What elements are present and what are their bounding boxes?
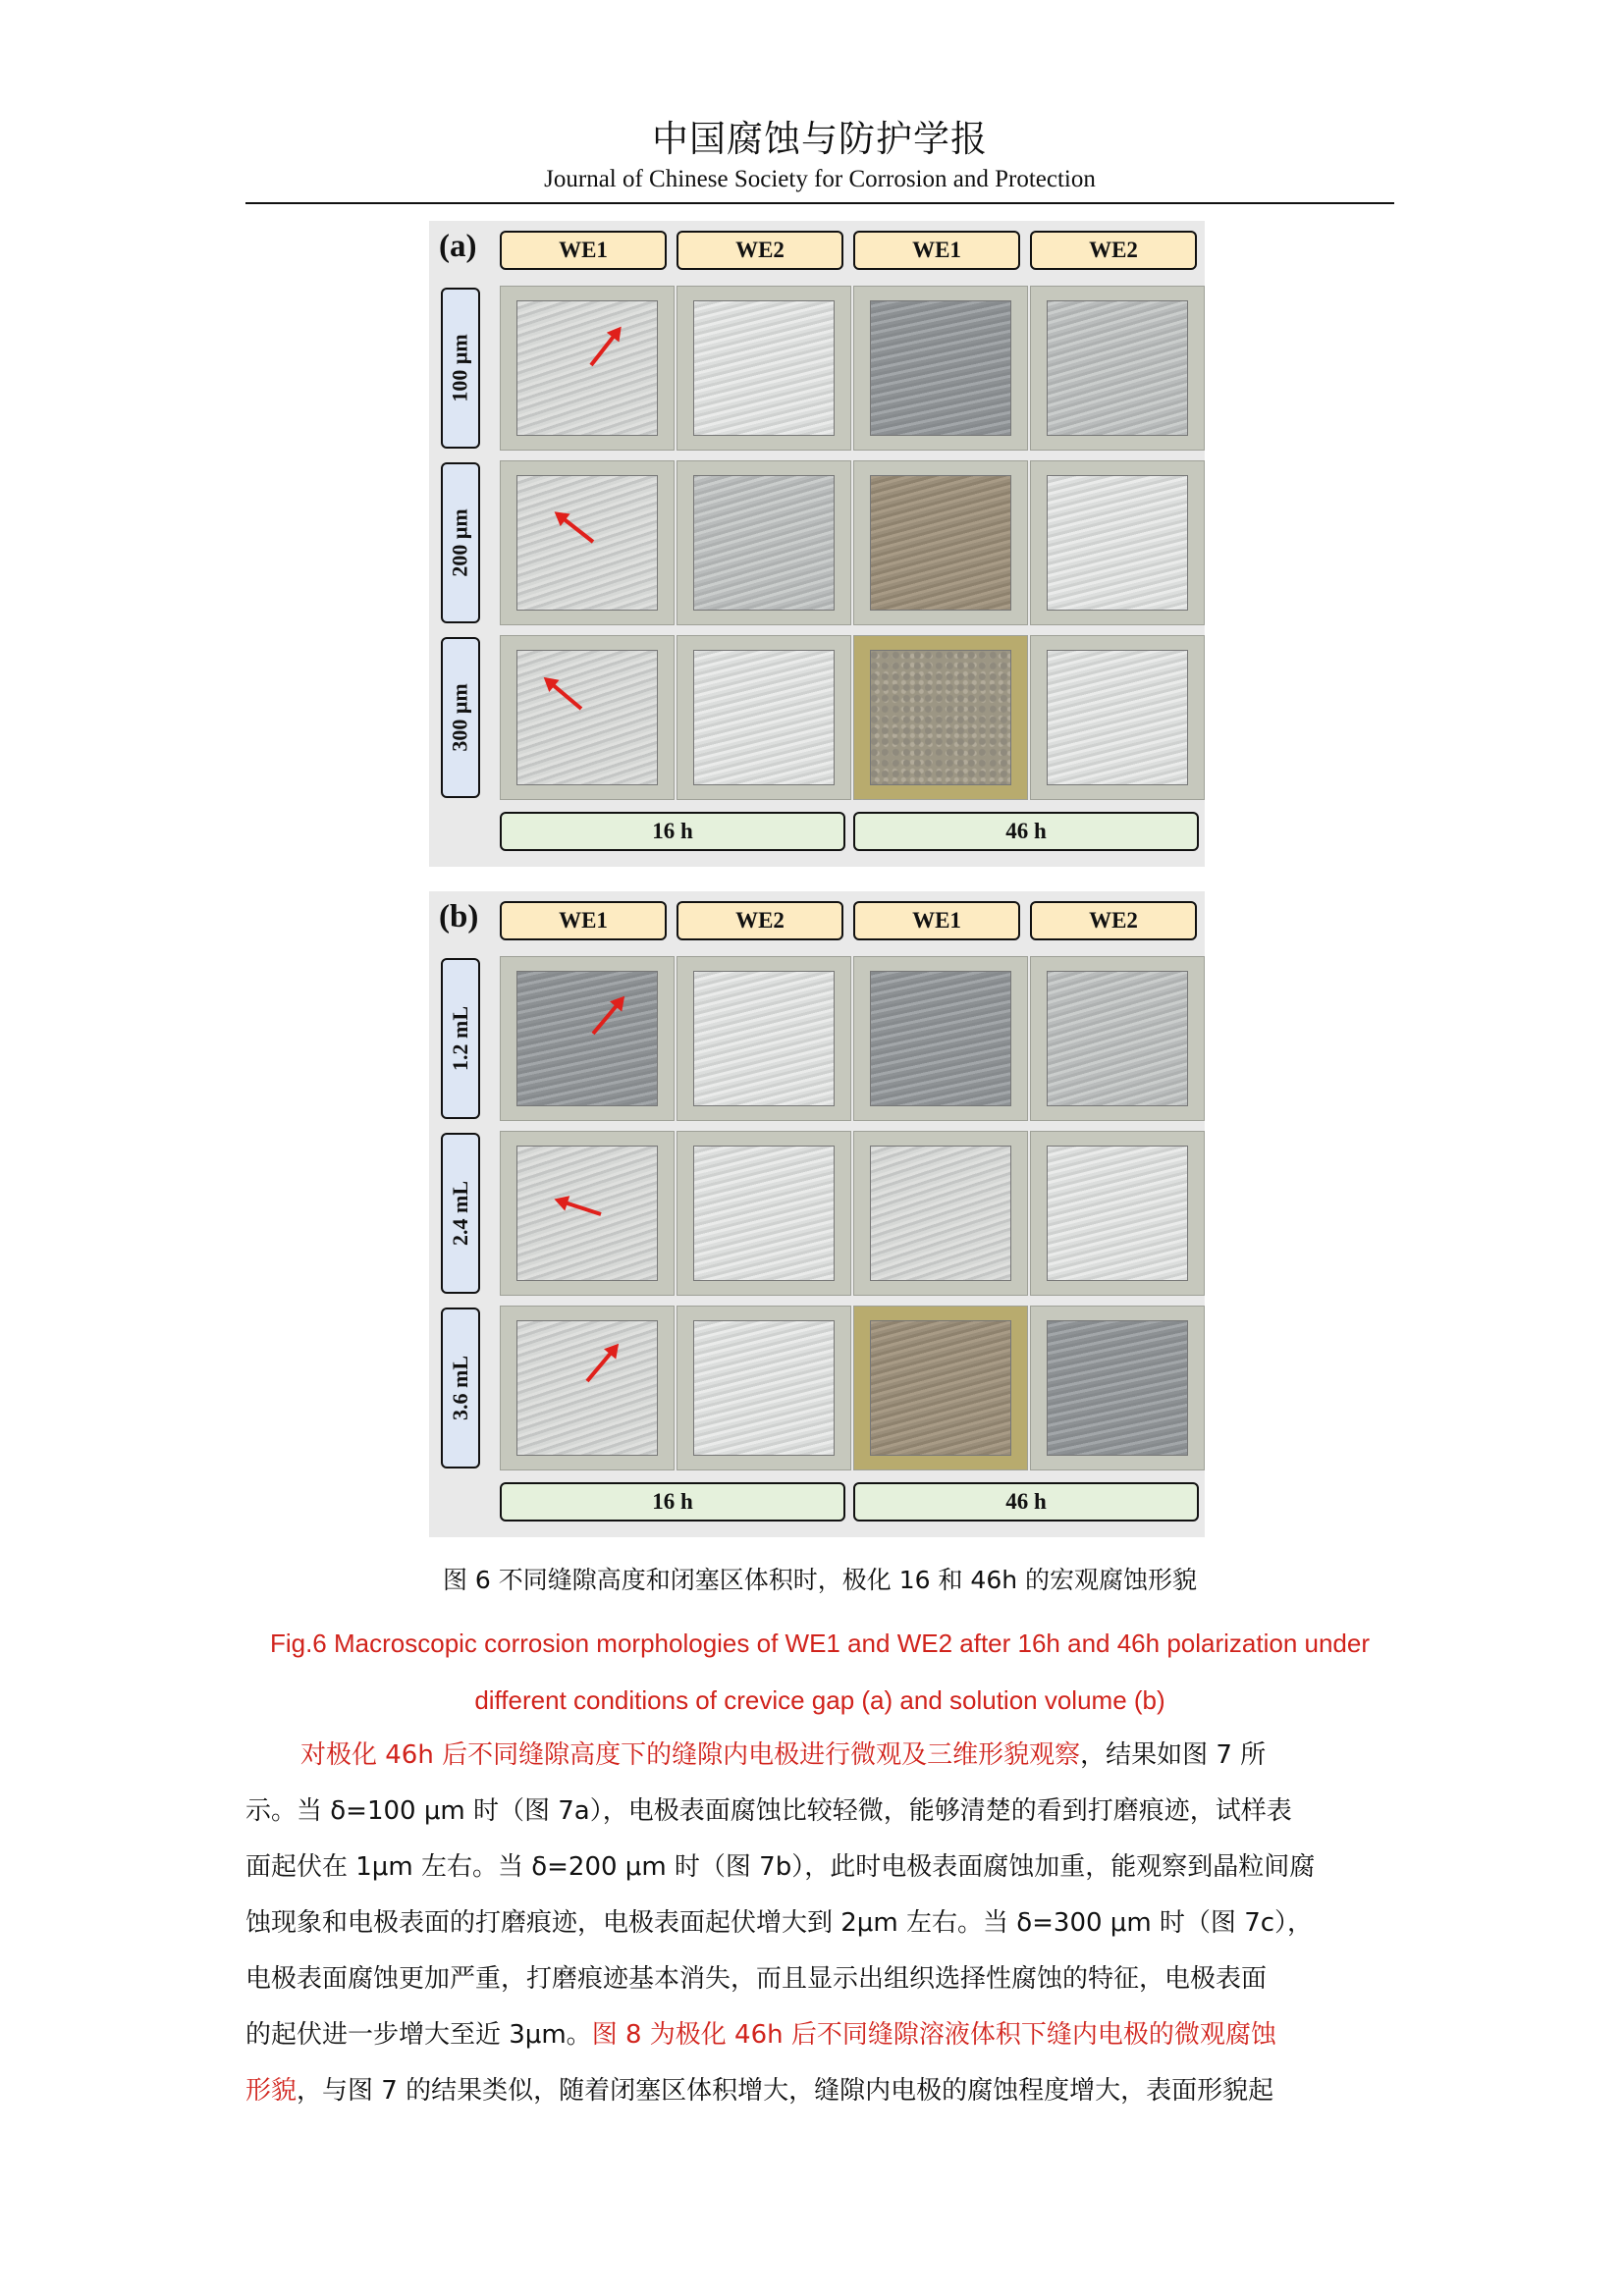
body-paragraph [245, 1728, 1394, 2119]
text-line: 电极表面腐蚀更加严重，打磨痕迹基本消失，而且显示出组织选择性腐蚀的特征，电极表面 [245, 1964, 1268, 1994]
sample-surface [516, 1146, 658, 1281]
figure-caption-en [245, 1615, 1394, 1729]
sample-photo [500, 1131, 675, 1296]
row-header: 3.6 mL [441, 1308, 480, 1468]
text-segment: ，结果如图 7 所 [1080, 1740, 1267, 1770]
column-header: WE2 [1030, 901, 1197, 940]
sample-surface [870, 475, 1011, 611]
sample-photo [500, 635, 675, 800]
sample-photo [1030, 286, 1205, 451]
sample-surface [1047, 650, 1188, 785]
row-header: 200 μm [441, 462, 480, 623]
caption-en-line: different conditions of crevice gap (a) and solution volume (b) [474, 1685, 1165, 1715]
sample-surface [516, 475, 658, 611]
sample-photo [1030, 635, 1205, 800]
header-rule [245, 202, 1394, 204]
row-header: 2.4 mL [441, 1133, 480, 1294]
sample-surface [870, 1320, 1011, 1456]
sample-photo [1030, 956, 1205, 1121]
sample-surface [1047, 300, 1188, 436]
time-header: 16 h [500, 1482, 845, 1522]
column-header: WE1 [853, 231, 1020, 270]
text-line: 面起伏在 1μm 左右。当 δ=200 μm 时（图 7b），此时电极表面腐蚀加重，能观察到晶粒间腐 [245, 1852, 1316, 1882]
journal-title-en: Journal of Chinese Society for Corrosion and Protection [544, 166, 1096, 192]
sample-photo [677, 1131, 851, 1296]
figure-panel-a [429, 221, 1205, 867]
text-line [245, 1728, 1394, 1784]
sample-surface [1047, 1146, 1188, 1281]
row-header: 100 μm [441, 288, 480, 449]
sample-photo [1030, 460, 1205, 625]
sample-surface [1047, 475, 1188, 611]
sample-photo [677, 1306, 851, 1470]
sample-surface [693, 300, 835, 436]
sample-surface [516, 1320, 658, 1456]
time-header: 16 h [500, 812, 845, 851]
row-header: 300 μm [441, 637, 480, 798]
sample-surface [693, 1146, 835, 1281]
highlighted-text: 形貌 [245, 2076, 298, 2106]
highlighted-text: 图 8 为极化 46h 后不同缝隙溶液体积下缝内电极的微观腐蚀 [591, 2020, 1276, 2050]
highlighted-text: 对极化 46h 后不同缝隙高度下的缝隙内电极进行微观及三维形貌观察 [300, 1740, 1081, 1770]
sample-surface [1047, 971, 1188, 1106]
sample-surface [870, 300, 1011, 436]
column-header: WE2 [1030, 231, 1197, 270]
sample-photo [500, 460, 675, 625]
column-header: WE2 [677, 231, 843, 270]
sample-surface [516, 300, 658, 436]
text-segment: 的起伏进一步增大至近 3μm。 [245, 2020, 592, 2050]
sample-photo [853, 286, 1028, 451]
sample-surface [516, 971, 658, 1106]
column-header: WE1 [853, 901, 1020, 940]
text-line: 示。当 δ=100 μm 时（图 7a），电极表面腐蚀比较轻微，能够清楚的看到打磨痕迹，试样表 [245, 1796, 1292, 1826]
text-line [245, 2063, 1394, 2119]
sample-surface [870, 971, 1011, 1106]
sample-surface [693, 650, 835, 785]
journal-title-cn: 中国腐蚀与防护学报 [652, 118, 988, 160]
sample-surface [1047, 1320, 1188, 1456]
sample-photo [1030, 1131, 1205, 1296]
panel-label: (a) [439, 229, 477, 264]
sample-surface [870, 1146, 1011, 1281]
sample-photo [500, 956, 675, 1121]
sample-photo [853, 1306, 1028, 1470]
sample-photo [500, 286, 675, 451]
sample-photo [500, 1306, 675, 1470]
sample-surface [693, 1320, 835, 1456]
figure-caption-cn: 图 6 不同缝隙高度和闭塞区体积时，极化 16 和 46h 的宏观腐蚀形貌 [442, 1566, 1198, 1594]
sample-photo [677, 460, 851, 625]
row-header: 1.2 mL [441, 958, 480, 1119]
journal-header [245, 116, 1394, 196]
time-header: 46 h [853, 812, 1199, 851]
figure-panel-b [429, 891, 1205, 1537]
column-header: WE1 [500, 231, 667, 270]
column-header: WE1 [500, 901, 667, 940]
sample-photo [677, 635, 851, 800]
caption-en-line: Fig.6 Macroscopic corrosion morphologies of WE1 and WE2 after 16h and 46h polarization under [269, 1629, 1371, 1658]
sample-photo [853, 1131, 1028, 1296]
sample-photo [677, 956, 851, 1121]
text-segment: ，与图 7 的结果类似，随着闭塞区体积增大，缝隙内电极的腐蚀程度增大，表面形貌起 [297, 2076, 1274, 2106]
sample-photo [853, 635, 1028, 800]
text-line: 蚀现象和电极表面的打磨痕迹，电极表面起伏增大到 2μm 左右。当 δ=300 μm 时（图 7c）， [245, 1908, 1314, 1938]
text-line [245, 2007, 1394, 2063]
sample-surface [516, 650, 658, 785]
sample-surface [693, 971, 835, 1106]
sample-surface [870, 650, 1011, 785]
sample-photo [1030, 1306, 1205, 1470]
sample-photo [677, 286, 851, 451]
sample-photo [853, 956, 1028, 1121]
sample-surface [693, 475, 835, 611]
panel-label: (b) [439, 899, 479, 934]
column-header: WE2 [677, 901, 843, 940]
time-header: 46 h [853, 1482, 1199, 1522]
sample-photo [853, 460, 1028, 625]
